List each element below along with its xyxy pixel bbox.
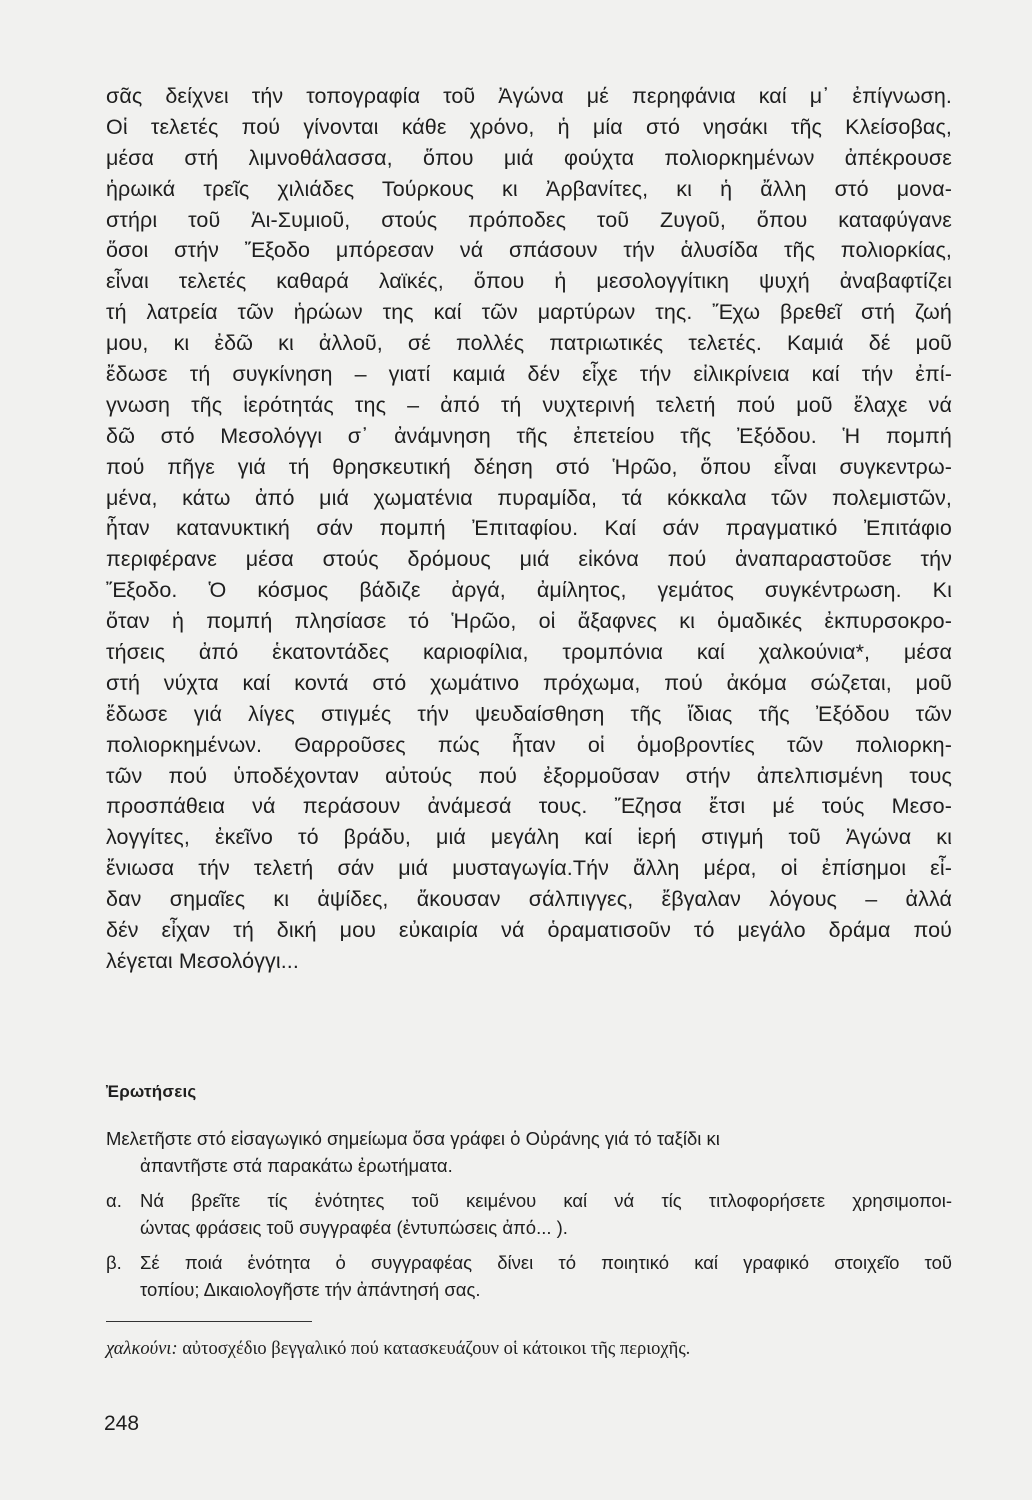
text-line: τήσεις ἀπό ἑκατοντάδες καριοφίλια, τρομπόνια καί χαλκούνια*, μέσα (106, 640, 952, 665)
question-line: Σέ ποιά ἑνότητα ὁ συγγραφέας δίνει τό ποιητικό καί γραφικό στοιχεῖο τοῦ (140, 1252, 952, 1273)
intro-line: Μελετῆστε στό εἰσαγωγικό σημείωμα ὅσα γράφει ὁ Οὐράνης γιά τό ταξίδι κι (106, 1128, 720, 1149)
questions-intro (106, 1125, 952, 1179)
text-line: ἔδωσε γιά λίγες στιγμές τήν ψευδαίσθηση τῆς ἴδιας τῆς Ἐξόδου τῶν (106, 701, 952, 726)
text-line: ὅταν ἡ πομπή πλησίασε τό Ἡρῶο, οἱ ἄξαφνες κι ὁμαδικές ἐκπυρσοκρο- (106, 609, 952, 634)
footnote (106, 1336, 690, 1362)
text-line: προσπάθεια νά περάσουν ἀνάμεσά τους. Ἔζησα ἔτσι μέ τούς Μεσο- (106, 794, 952, 819)
footnote-divider (106, 1321, 312, 1322)
text-line: τῶν πού ὑποδέχονταν αὐτούς πού ἐξορμοῦσαν στήν ἀπελπισμένη τους (106, 763, 952, 788)
question-marker: β. (106, 1252, 122, 1273)
question-line: τοπίου; Δικαιολογῆστε τήν ἀπάντησή σας. (140, 1279, 481, 1300)
text-line: ἡρωικά τρεῖς χιλιάδες Τούρκους κι Ἀρβανίτες, κι ἡ ἄλλη στό μονα- (106, 176, 952, 201)
intro-line: ἀπαντῆστε στά παρακάτω ἐρωτήματα. (140, 1155, 453, 1176)
main-text (106, 81, 952, 977)
text-line: σᾶς δείχνει τήν τοπογραφία τοῦ Ἀγώνα μέ περηφάνια καί μ᾽ ἐπίγνωση. (106, 84, 952, 108)
question-marker: α. (106, 1190, 122, 1211)
text-line: πού πῆγε γιά τή θρησκευτική δέηση στό Ἡρῶο, ὅπου εἶναι συγκεντρω- (106, 454, 952, 479)
text-line: δέν εἶχαν τή δική μου εὐκαιρία νά ὁραματισοῦν τό μεγάλο δράμα πού (106, 918, 952, 943)
text-line: λέγεται Μεσολόγγι... (106, 948, 299, 973)
text-line: μένα, κάτω ἀπό μιά χωματένια πυραμίδα, τά κόκκαλα τῶν πολεμιστῶν, (106, 485, 952, 510)
text-line: μέσα στή λιμνοθάλασσα, ὅπου μιά φούχτα πολιορκημένων ἀπέκρουσε (106, 145, 952, 170)
questions-heading: Ἐρωτήσεις (106, 1082, 197, 1101)
text-line: εἶναι τελετές καθαρά λαϊκές, ὅπου ἡ μεσολογγίτικη ψυχή ἀναβαφτίζει (106, 269, 952, 294)
footnote-term: χαλκούνι: (106, 1339, 178, 1359)
text-line: γνωση τῆς ἱερότητάς της – ἀπό τή νυχτερινή τελετή πού μοῦ ἔλαχε νά (106, 392, 952, 417)
question-line: ώντας φράσεις τοῦ συγγραφέα (ἐντυπώσεις ἀπό... ). (140, 1217, 568, 1238)
text-line: τή λατρεία τῶν ἡρώων της καί τῶν μαρτύρων της. Ἔχω βρεθεῖ στή ζωή (106, 300, 952, 325)
text-line: ἦταν κατανυκτική σάν πομπή Ἐπιταφίου. Καί σάν πραγματικό Ἐπιτάφιο (106, 516, 952, 541)
text-line: δαν σημαῖες κι ἁψίδες, ἄκουσαν σάλπιγγες, ἔβγαλαν λόγους – ἀλλά (106, 887, 952, 912)
text-line: ἔδωσε τή συγκίνηση – γιατί καμιά δέν εἶχε τήν εἰλικρίνεια καί τήν ἐπί- (106, 362, 952, 387)
question-item-b (106, 1249, 952, 1303)
page-number: 248 (104, 1412, 140, 1435)
text-line: λογγίτες, ἐκεῖνο τό βράδυ, μιά μεγάλη καί ἱερή στιγμή τοῦ Ἀγώνα κι (106, 825, 952, 850)
question-item-a (106, 1187, 952, 1241)
text-line: περιφέρανε μέσα στούς δρόμους μιά εἰκόνα πού ἀναπαραστοῦσε τήν (106, 547, 952, 572)
text-line: δῶ στό Μεσολόγγι σ᾽ ἀνάμνηση τῆς ἐπετείου τῆς Ἐξόδου. Ἡ πομπή (106, 423, 952, 448)
text-line: Ἔξοδο. Ὁ κόσμος βάδιζε ἀργά, ἀμίλητος, γεμάτος συγκέντρωση. Κι (106, 578, 952, 603)
footnote-text: αὐτοσχέδιο βεγγαλικό πού κατασκευάζουν οἱ κάτοικοι τῆς περιοχῆς. (182, 1339, 691, 1359)
text-line: ἔνιωσα τήν τελετή σάν μιά μυσταγωγία.Τήν ἄλλη μέρα, οἱ ἐπίσημοι εἶ- (106, 856, 952, 881)
text-line: στή νύχτα καί κοντά στό χωμάτινο πρόχωμα, πού ἀκόμα σώζεται, μοῦ (106, 670, 952, 695)
questions-section (106, 1125, 952, 1311)
text-line: πολιορκημένων. Θαρροῦσες πώς ἦταν οἱ ὁμοβροντίες τῶν πολιορκη- (106, 732, 952, 757)
text-line: στήρι τοῦ Ἁι-Συμιοῦ, στούς πρόποδες τοῦ Ζυγοῦ, ὅπου καταφύγανε (106, 207, 952, 232)
text-line: Οἱ τελετές πού γίνονται κάθε χρόνο, ἡ μία στό νησάκι τῆς Κλείσοβας, (106, 114, 952, 139)
text-line: ὅσοι στήν Ἔξοδο μπόρεσαν νά σπάσουν τήν ἁλυσίδα τῆς πολιορκίας, (106, 238, 952, 263)
question-line: Νά βρεῖτε τίς ἑνότητες τοῦ κειμένου καί νά τίς τιτλοφορήσετε χρησιμοποι- (140, 1190, 952, 1211)
text-line: μου, κι ἐδῶ κι ἀλλοῦ, σέ πολλές πατριωτικές τελετές. Καμιά δέ μοῦ (106, 331, 952, 356)
